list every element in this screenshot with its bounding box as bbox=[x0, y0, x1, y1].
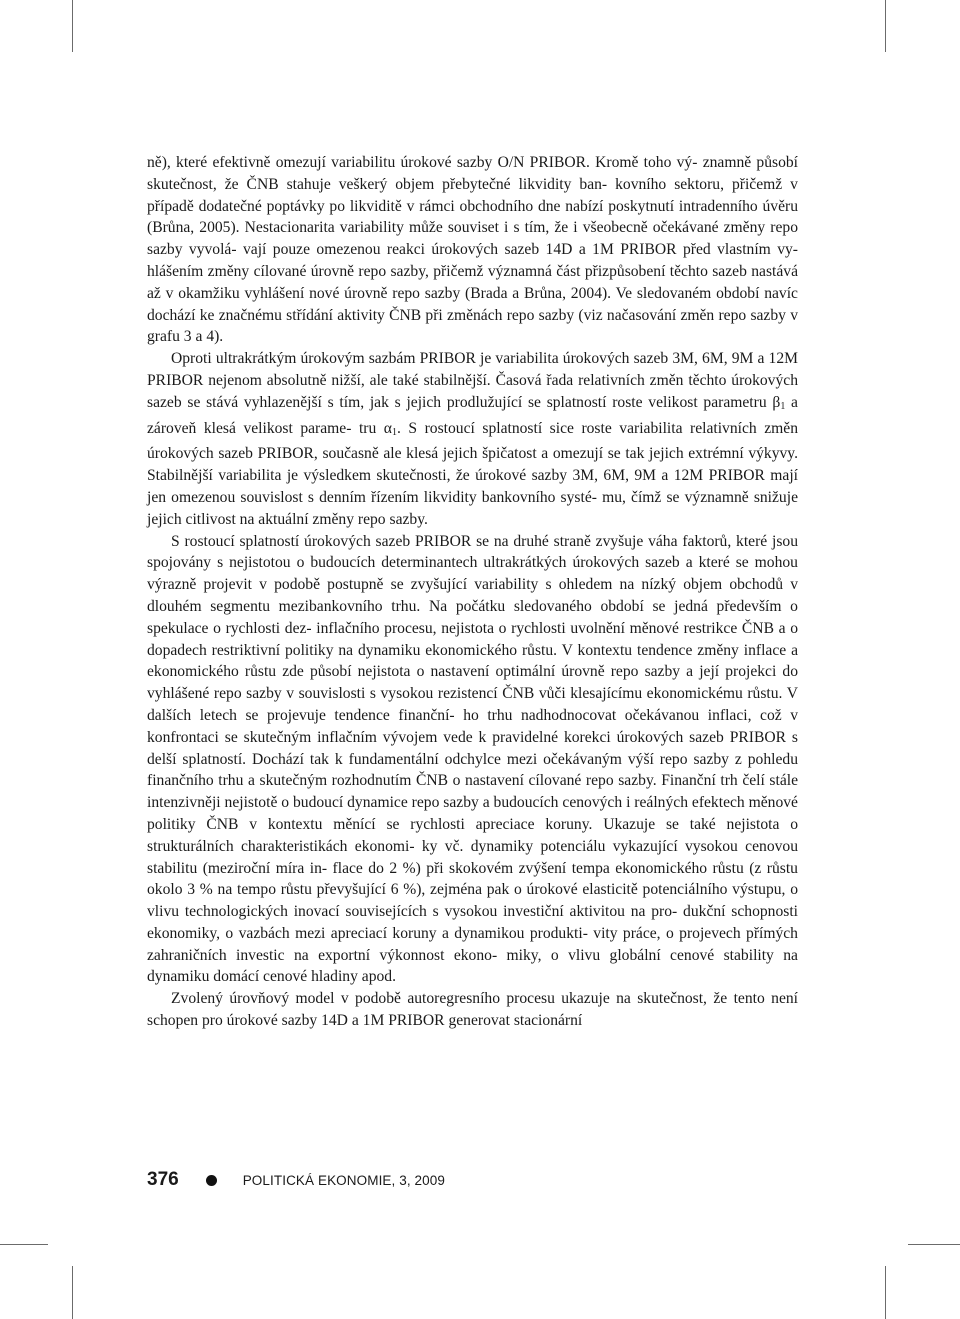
journal-name: POLITICKÁ EKONOMIE, 3, 2009 bbox=[242, 1172, 445, 1188]
text-line: apreciace koruny. Ukazuje se také nejistota o strukturálních charakteristikách ekonomi- bbox=[147, 815, 798, 855]
paragraph bbox=[147, 988, 798, 1032]
subscript: 1 bbox=[780, 400, 786, 412]
text-segment: . S rostoucí splatností sice roste variabilita relativních změn úrokových sazeb bbox=[147, 419, 798, 463]
text-line: variability s ohledem na nízký objem obchodů v dlouhém segmentu mezibankovního bbox=[147, 576, 798, 615]
text-line: ky vč. dynamiky potenciálu vykazující vysokou cenovou stabilitu (meziroční míra in- bbox=[147, 837, 799, 877]
text-line: znamně působí skutečnost, že ČNB stahuje veškerý objem přebytečné likvidity ban- bbox=[147, 154, 799, 193]
text-line: sazby a její projekci do vyhlášené repo sazby v souvislosti s vysokou rezistencí ČNB bbox=[147, 663, 799, 703]
text-line: PRIBOR, současně ale klesá jejich špičatost a omezují se tak jejich extrémní výkyvy. bbox=[257, 445, 798, 463]
text-line: vají pouze omezenou reakci úrokových sazeb 14D a 1M PRIBOR před vlastním vy- bbox=[242, 241, 799, 259]
text-line: mu, čímž se významně snižuje jejich citlivost na aktuální změny repo sazby. bbox=[147, 488, 798, 528]
text-line: trhu. Na počátku sledovaného období se jedná především o spekulace o rychlosti dez- bbox=[147, 597, 798, 637]
text-line: řada relativních změn těchto úrokových sazeb se stává vyhlazenější s tím, jak s jejich bbox=[147, 371, 798, 411]
text-line: Finanční trh čelí stále intenzivněji nejistotě o budoucí dynamice repo sazby a budoucích bbox=[147, 772, 799, 812]
text-line: S rostoucí splatností úrokových sazeb PRIBOR se na druhé straně zvyšuje váha bbox=[171, 532, 678, 550]
text-line: inflace a ekonomického růstu zde působí nejistota o nastavení optimální úrovně repo bbox=[147, 641, 798, 681]
paragraph bbox=[147, 348, 798, 530]
text-line: restriktivní politiky na dynamiku ekonomického růstu. V kontextu tendence změny bbox=[211, 641, 739, 659]
paragraph bbox=[147, 531, 798, 989]
text-line: miky, o vlivu globální cenové stability na dynamiku domácí cenové hladiny apod. bbox=[147, 946, 798, 986]
crop-mark-right-lower bbox=[908, 1244, 960, 1245]
paragraph bbox=[147, 152, 798, 348]
crop-mark-bottom-left bbox=[72, 1266, 73, 1319]
bullet-icon bbox=[206, 1175, 217, 1186]
text-line: Zvolený úrovňový model v podobě autoregresního procesu ukazuje na skutečnost, bbox=[171, 990, 707, 1008]
text-line: vity práce, o projevech přímých zahraničních investic na exportní výkonnost ekono- bbox=[147, 924, 798, 964]
text-line: 3M, 6M, 9M a 12M PRIBOR nejenom absolutně nižší, ale také stabilnější. Časová bbox=[147, 350, 798, 389]
text-line: inflačního procesu, nejistota o rychlosti uvolnění měnové restrikce ČNB a o dopadech bbox=[147, 619, 798, 659]
crop-mark-left-lower bbox=[0, 1244, 48, 1245]
text-line: ho trhu nadhodnocovat očekávanou inflaci, což v konfrontaci se skutečným inflačním bbox=[147, 706, 798, 746]
text-line: že tento není schopen pro úrokové sazby 14D a 1M PRIBOR generovat stacionární bbox=[147, 990, 798, 1030]
text-line: PRIBOR mají jen omezenou souvislost s denním řízením likvidity bankovního systé- bbox=[147, 467, 798, 506]
text-line: tempo růstu převyšující 6 %), zejména pak o úrokové elasticitě potenciálního výstupu, bbox=[237, 881, 786, 899]
text-line: těchto sazeb nastává až v okamžiku vyhlášení nové úrovně repo sazby (Brada a Brůna, bbox=[147, 262, 798, 302]
text-segment: tru α bbox=[358, 419, 392, 437]
text-line: hlášením změny cílované úrovně repo sazby, přičemž významná část přizpůsobení bbox=[147, 262, 666, 280]
text-line: Stabilnější variabilita je výsledkem skutečnosti, že úrokové sazby 3M, 6M, 9M a 12M bbox=[147, 467, 704, 485]
text-line: obchodního dne nabízí poskytnutí intradenního úvěru (Brůna, 2005). Nestacionarita bbox=[147, 197, 798, 237]
crop-mark-top-right bbox=[885, 0, 886, 52]
crop-mark-top-left bbox=[72, 0, 73, 52]
text-line: faktorů, které jsou spojovány s nejistotou o budoucích determinantech ultrakrátkých bbox=[147, 532, 798, 572]
text-line: vývojem vede k pravidelné korekci úrokových sazeb PRIBOR s delší splatností. bbox=[147, 728, 798, 768]
page-number: 376 bbox=[147, 1169, 179, 1190]
article-body bbox=[147, 152, 798, 1032]
text-segment: a zároveň klesá velikost parame- bbox=[147, 393, 798, 437]
page-footer bbox=[147, 1168, 445, 1192]
text-line: flace do 2 %) při skokovém zvýšení tempa ekonomického růstu (z růstu okolo 3 % na bbox=[147, 859, 798, 899]
text-line: 2004). Ve sledovaném období navíc dochází ke značnému střídání aktivity ČNB při bbox=[147, 284, 798, 324]
crop-mark-bottom-right bbox=[885, 1266, 886, 1319]
text-line: Oproti ultrakrátkým úrokovým sazbám PRIBOR je variabilita úrokových sazeb bbox=[171, 350, 669, 368]
text-line: Dochází tak k fundamentální odchylce mezi očekávaným výší repo sazby z pohledu bbox=[252, 750, 798, 768]
text-line: úrokových sazeb a které se mohou výrazně projevit v podobě postupně se zvyšující bbox=[147, 554, 798, 594]
text-segment: prodlužující se splatností roste velikost parametru β bbox=[446, 393, 781, 411]
text-line: variability může souviset i s tím, že i všeobecně očekávané změny repo sazby vyvolá- bbox=[147, 219, 798, 259]
text-line: kovního sektoru, přičemž v případě dodatečné poptávky po likviditě v rámci bbox=[147, 175, 798, 215]
text-line: vůči klesajícímu ekonomickému růstu. V dalších letech se projevuje tendence finanční- bbox=[147, 685, 798, 724]
text-line: o vlivu technologických inovací souvisejících s vysokou investiční aktivitou na pro- bbox=[147, 881, 798, 921]
subscript: 1 bbox=[391, 426, 397, 438]
text-line: cenových i reálných efektech měnové politiky ČNB v kontextu měnící se rychlosti bbox=[147, 794, 798, 833]
text-line: změnách repo sazby (viz načasování změn repo sazby v grafu 3 a 4). bbox=[147, 306, 799, 346]
text-line: dukční schopnosti ekonomiky, o vazbách mezi apreciací koruny a dynamikou produkti- bbox=[147, 903, 798, 942]
text-line: ně), které efektivně omezují variabilitu úrokové sazby O/N PRIBOR. Kromě toho vý- bbox=[147, 154, 698, 171]
text-line: finančního trhu a skutečným rozhodnutím ČNB o nastavení cílované repo sazby. bbox=[147, 772, 657, 790]
